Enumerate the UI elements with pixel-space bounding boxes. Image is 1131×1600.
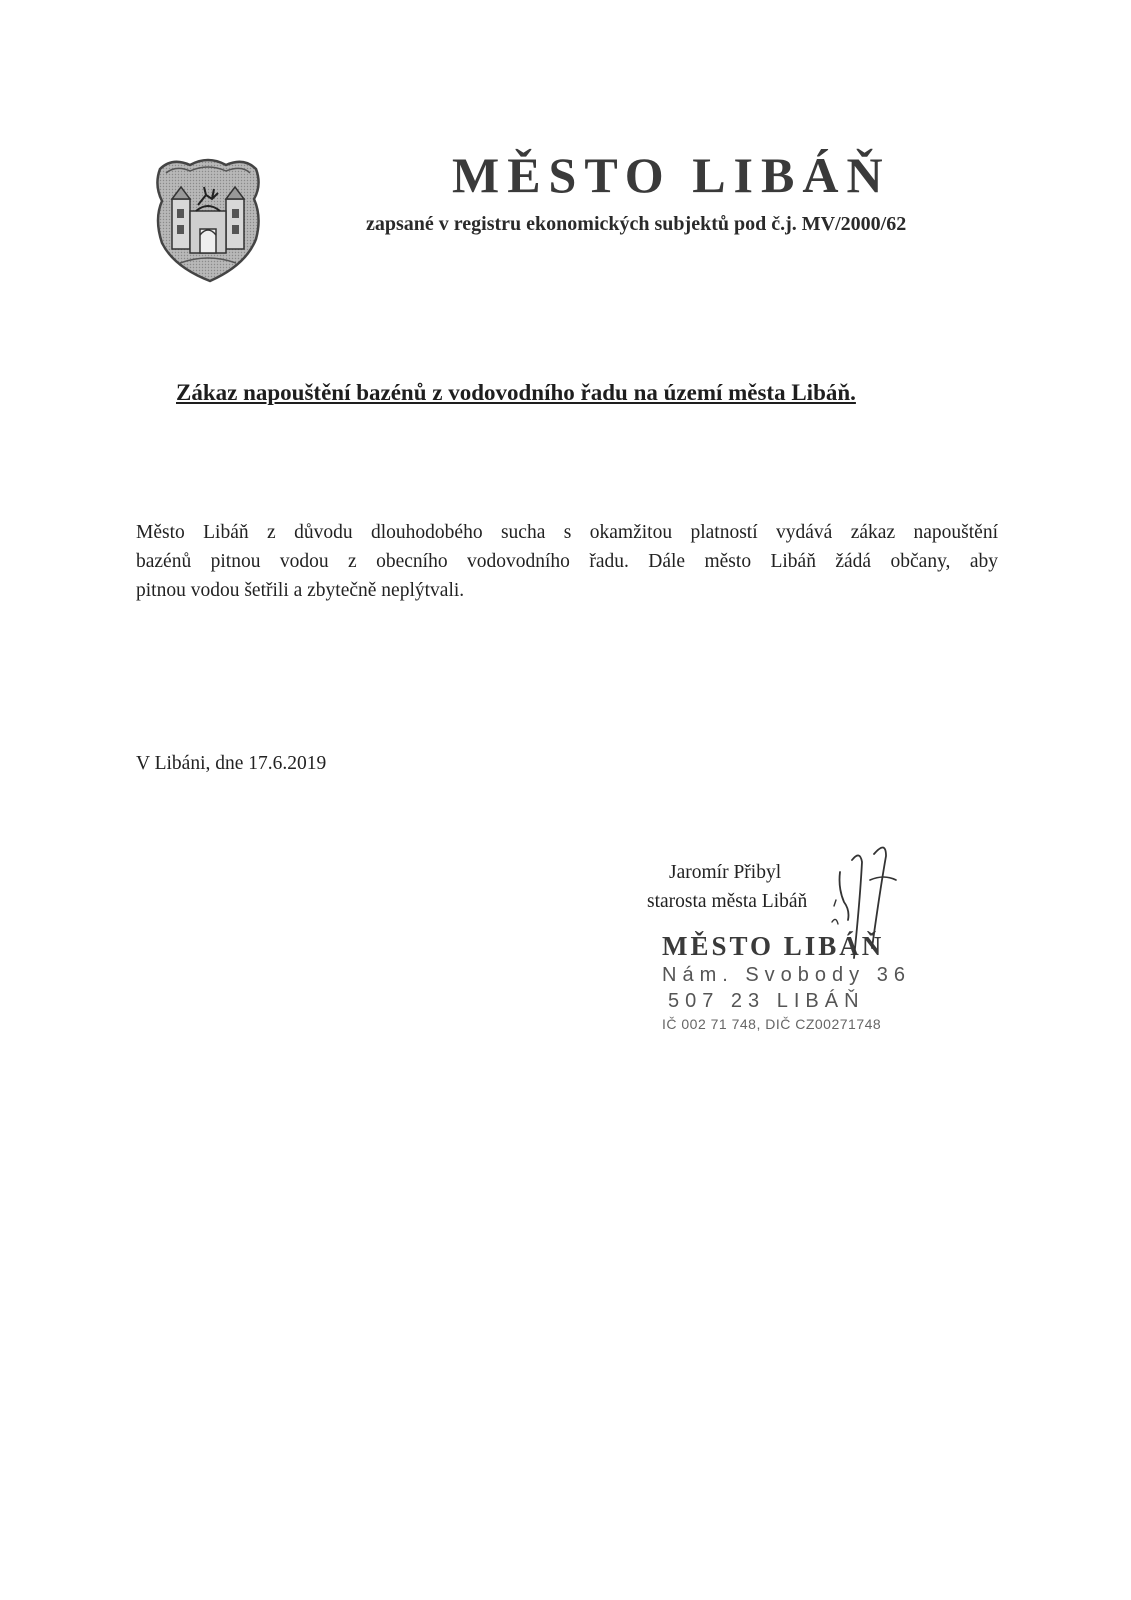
body-line: bazénů pitnou vodou z obecního vodovodního řadu. Dále město Libáň žádá občany, aby [136,551,998,572]
stamp-address: Nám. Svobody 36 [662,964,911,986]
stamp-title: MĚSTO LIBÁŇ [662,931,885,961]
notice-body [136,518,998,605]
town-name-heading: MĚSTO LIBÁŇ [452,147,891,203]
signer-block [647,858,807,916]
notice-title: Zákaz napouštění bazénů z vodovodního řadu na území města Libáň. [176,380,856,405]
date-line: V Libáni, dne 17.6.2019 [136,753,327,774]
body-line: Město Libáň z důvodu dlouhodobého sucha s okamžitou platností vydává zákaz napouštění [136,522,998,543]
coat-of-arms-icon [150,155,266,285]
registration-subtitle: zapsané v registru ekonomických subjektů pod č.j. MV/2000/62 [366,213,907,235]
stamp-city: 507 23 LIBÁŇ [668,990,865,1012]
signer-role: starosta města Libáň [647,891,808,912]
stamp-ids: IČ 002 71 748, DIČ CZ00271748 [662,1016,882,1032]
body-line: pitnou vodou šetřili a zbytečně neplýtvali. [136,580,465,601]
signer-name: Jaromír Přibyl [669,862,782,883]
handwritten-signature [830,840,910,965]
